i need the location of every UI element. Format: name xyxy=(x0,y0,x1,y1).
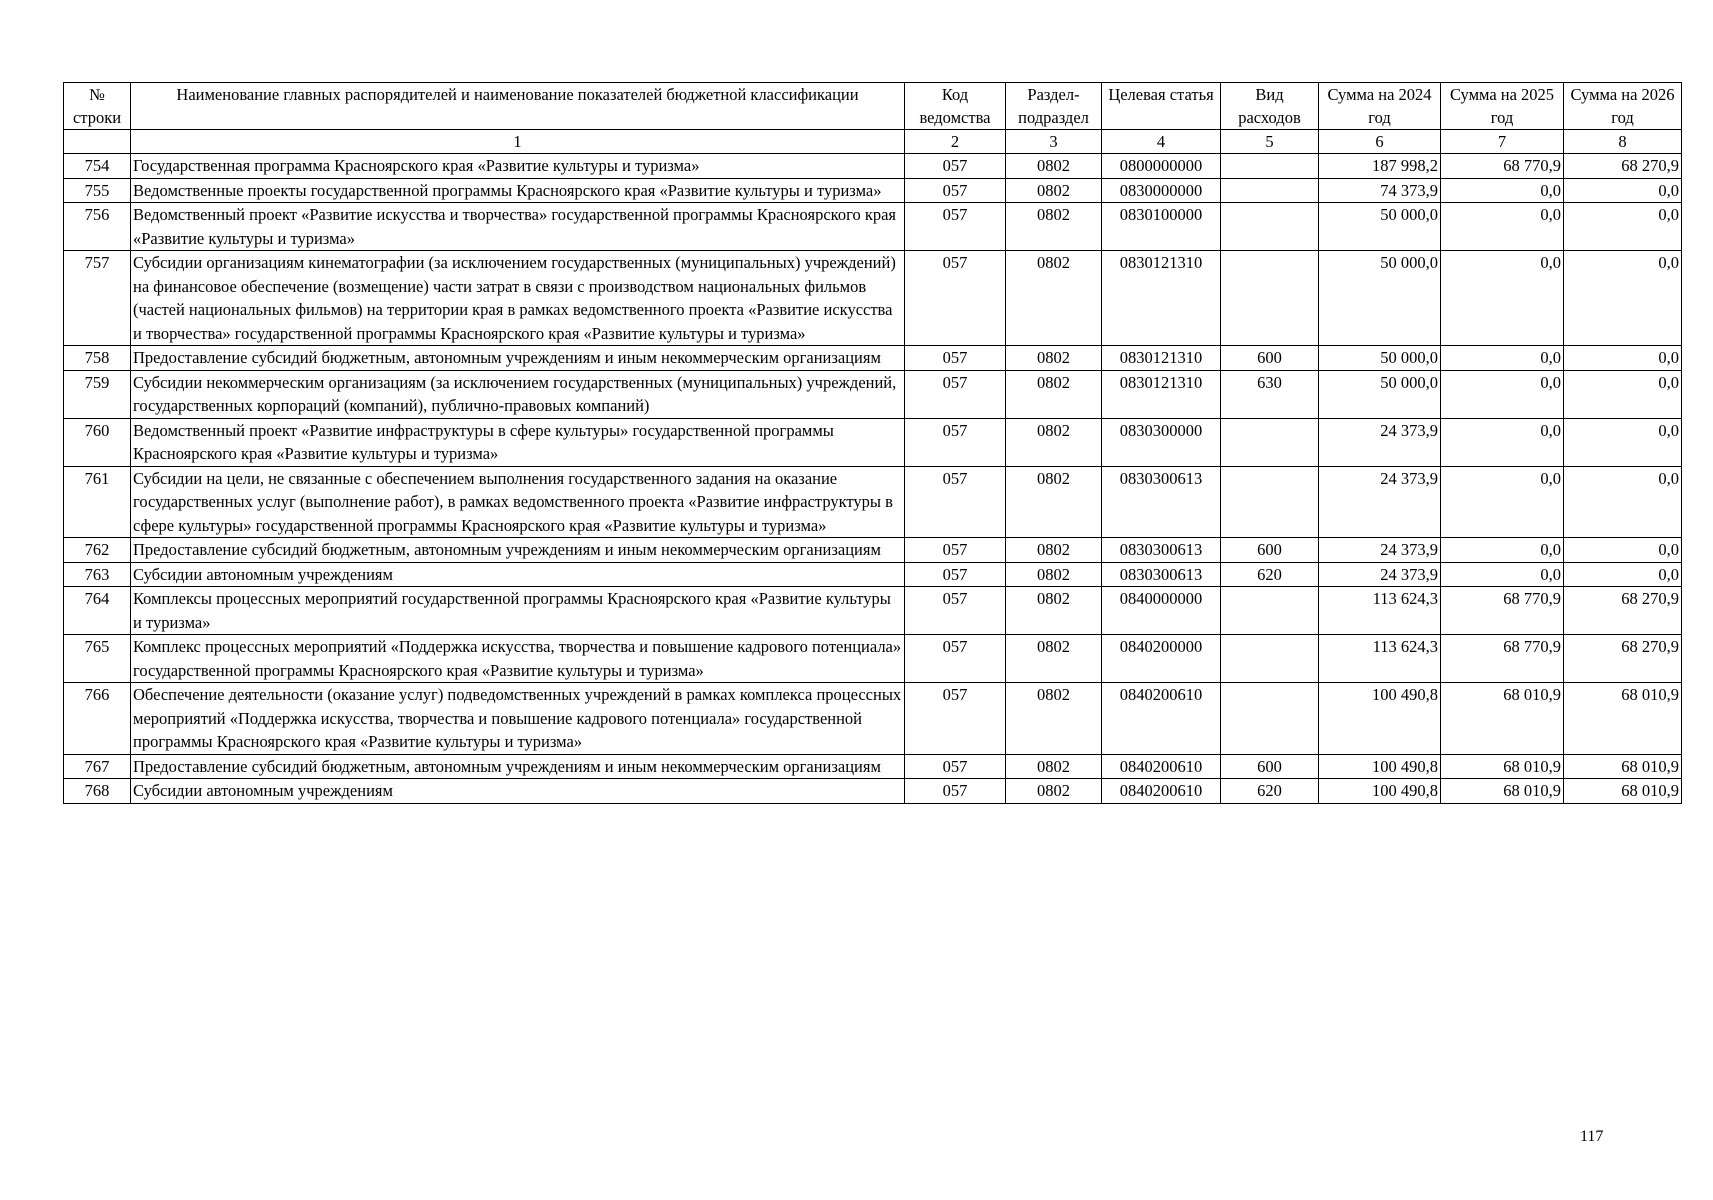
row-sum-2024: 100 490,8 xyxy=(1319,779,1441,804)
row-dept-code: 057 xyxy=(905,635,1006,683)
row-sum-2025: 68 010,9 xyxy=(1441,779,1564,804)
column-number: 1 xyxy=(131,130,905,154)
row-dept-code: 057 xyxy=(905,587,1006,635)
row-sum-2024: 50 000,0 xyxy=(1319,370,1441,418)
row-number: 763 xyxy=(64,562,131,587)
row-dept-code: 057 xyxy=(905,683,1006,755)
row-expense-type xyxy=(1221,466,1319,538)
row-sum-2025: 0,0 xyxy=(1441,562,1564,587)
row-number: 759 xyxy=(64,370,131,418)
row-target: 0830121310 xyxy=(1102,370,1221,418)
row-number: 764 xyxy=(64,587,131,635)
row-sum-2024: 50 000,0 xyxy=(1319,346,1441,371)
header-sum-2024: Сумма на 2024 год xyxy=(1319,83,1441,130)
row-expense-type: 630 xyxy=(1221,370,1319,418)
column-number: 8 xyxy=(1564,130,1682,154)
row-number: 761 xyxy=(64,466,131,538)
row-sum-2024: 24 373,9 xyxy=(1319,538,1441,563)
row-number: 755 xyxy=(64,178,131,203)
row-expense-type xyxy=(1221,154,1319,179)
row-number: 757 xyxy=(64,251,131,346)
table-row xyxy=(64,779,1682,804)
column-number: 5 xyxy=(1221,130,1319,154)
row-dept-code: 057 xyxy=(905,178,1006,203)
row-sum-2026: 68 010,9 xyxy=(1564,779,1682,804)
row-dept-code: 057 xyxy=(905,370,1006,418)
row-number: 766 xyxy=(64,683,131,755)
row-name: Ведомственные проекты государственной программы Красноярского края «Развитие культуры и туризма» xyxy=(131,178,905,203)
row-sum-2025: 68 010,9 xyxy=(1441,683,1564,755)
row-section: 0802 xyxy=(1006,754,1102,779)
row-section: 0802 xyxy=(1006,203,1102,251)
table-row xyxy=(64,346,1682,371)
row-sum-2024: 24 373,9 xyxy=(1319,562,1441,587)
table-row xyxy=(64,587,1682,635)
row-name: Обеспечение деятельности (оказание услуг) подведомственных учреждений в рамках комплекса процессных мероприятий «Поддержка искусства, творчества и повышение кадрового потенциала» государственной программы Красноярского края «Развитие культуры и туризма» xyxy=(131,683,905,755)
row-expense-type xyxy=(1221,587,1319,635)
row-sum-2025: 68 770,9 xyxy=(1441,635,1564,683)
row-sum-2024: 187 998,2 xyxy=(1319,154,1441,179)
row-sum-2026: 0,0 xyxy=(1564,203,1682,251)
table-row xyxy=(64,466,1682,538)
row-dept-code: 057 xyxy=(905,779,1006,804)
row-name: Ведомственный проект «Развитие искусства и творчества» государственной программы Красноярского края «Развитие культуры и туризма» xyxy=(131,203,905,251)
row-number: 768 xyxy=(64,779,131,804)
header-name: Наименование главных распорядителей и наименование показателей бюджетной классификации xyxy=(131,83,905,130)
row-dept-code: 057 xyxy=(905,538,1006,563)
row-target: 0830000000 xyxy=(1102,178,1221,203)
table-row xyxy=(64,370,1682,418)
row-dept-code: 057 xyxy=(905,466,1006,538)
row-sum-2025: 0,0 xyxy=(1441,418,1564,466)
header-section: Раздел-подраздел xyxy=(1006,83,1102,130)
row-name: Комплексы процессных мероприятий государственной программы Красноярского края «Развитие культуры и туризма» xyxy=(131,587,905,635)
table-row xyxy=(64,538,1682,563)
row-sum-2025: 0,0 xyxy=(1441,203,1564,251)
row-sum-2026: 68 270,9 xyxy=(1564,587,1682,635)
column-number: 6 xyxy=(1319,130,1441,154)
row-section: 0802 xyxy=(1006,251,1102,346)
row-expense-type xyxy=(1221,683,1319,755)
row-sum-2025: 0,0 xyxy=(1441,538,1564,563)
row-section: 0802 xyxy=(1006,779,1102,804)
row-sum-2025: 68 770,9 xyxy=(1441,154,1564,179)
page-number: 117 xyxy=(1580,1128,1604,1145)
row-dept-code: 057 xyxy=(905,346,1006,371)
row-dept-code: 057 xyxy=(905,754,1006,779)
row-target: 0830121310 xyxy=(1102,251,1221,346)
row-name: Субсидии автономным учреждениям xyxy=(131,779,905,804)
table-row xyxy=(64,178,1682,203)
row-section: 0802 xyxy=(1006,154,1102,179)
row-target: 0830300000 xyxy=(1102,418,1221,466)
row-dept-code: 057 xyxy=(905,418,1006,466)
row-number: 765 xyxy=(64,635,131,683)
column-number: 3 xyxy=(1006,130,1102,154)
row-section: 0802 xyxy=(1006,683,1102,755)
row-expense-type: 600 xyxy=(1221,346,1319,371)
row-sum-2026: 0,0 xyxy=(1564,370,1682,418)
column-number: 7 xyxy=(1441,130,1564,154)
row-sum-2024: 113 624,3 xyxy=(1319,635,1441,683)
row-sum-2025: 0,0 xyxy=(1441,466,1564,538)
row-target: 0830121310 xyxy=(1102,346,1221,371)
row-expense-type xyxy=(1221,251,1319,346)
row-expense-type xyxy=(1221,635,1319,683)
row-name: Предоставление субсидий бюджетным, автономным учреждениям и иным некоммерческим организациям xyxy=(131,754,905,779)
row-number: 754 xyxy=(64,154,131,179)
header-sum-2026: Сумма на 2026 год xyxy=(1564,83,1682,130)
table-row xyxy=(64,683,1682,755)
row-sum-2026: 68 270,9 xyxy=(1564,154,1682,179)
column-number xyxy=(64,130,131,154)
row-section: 0802 xyxy=(1006,370,1102,418)
table-row xyxy=(64,635,1682,683)
row-sum-2024: 24 373,9 xyxy=(1319,466,1441,538)
header-row xyxy=(64,83,1682,130)
row-section: 0802 xyxy=(1006,466,1102,538)
row-name: Субсидии автономным учреждениям xyxy=(131,562,905,587)
row-target: 0840200000 xyxy=(1102,635,1221,683)
row-target: 0830300613 xyxy=(1102,538,1221,563)
row-sum-2026: 68 010,9 xyxy=(1564,754,1682,779)
row-name: Субсидии на цели, не связанные с обеспечением выполнения государственного задания на оказание государственных услуг (выполнение работ), в рамках ведомственного проекта «Развитие инфраструктуры в сфере культуры» государственной программы Красноярского края «Развитие культуры и туризма» xyxy=(131,466,905,538)
row-number: 762 xyxy=(64,538,131,563)
row-name: Субсидии некоммерческим организациям (за исключением государственных (муниципальных) учреждений, государственных корпораций (компаний), публично-правовых компаний) xyxy=(131,370,905,418)
row-name: Ведомственный проект «Развитие инфраструктуры в сфере культуры» государственной программы Красноярского края «Развитие культуры и туризма» xyxy=(131,418,905,466)
header-sum-2025: Сумма на 2025 год xyxy=(1441,83,1564,130)
row-sum-2026: 0,0 xyxy=(1564,538,1682,563)
row-expense-type: 600 xyxy=(1221,754,1319,779)
row-sum-2025: 0,0 xyxy=(1441,346,1564,371)
row-sum-2024: 100 490,8 xyxy=(1319,754,1441,779)
row-number: 767 xyxy=(64,754,131,779)
row-section: 0802 xyxy=(1006,418,1102,466)
row-name: Комплекс процессных мероприятий «Поддержка искусства, творчества и повышение кадрового потенциала» государственной программы Красноярского края «Развитие культуры и туризма» xyxy=(131,635,905,683)
row-expense-type: 620 xyxy=(1221,779,1319,804)
row-target: 0800000000 xyxy=(1102,154,1221,179)
row-sum-2024: 50 000,0 xyxy=(1319,251,1441,346)
row-target: 0840200610 xyxy=(1102,779,1221,804)
row-expense-type xyxy=(1221,203,1319,251)
row-sum-2026: 68 270,9 xyxy=(1564,635,1682,683)
row-sum-2024: 50 000,0 xyxy=(1319,203,1441,251)
row-sum-2026: 0,0 xyxy=(1564,466,1682,538)
column-number-row xyxy=(64,130,1682,154)
row-sum-2026: 0,0 xyxy=(1564,346,1682,371)
row-dept-code: 057 xyxy=(905,154,1006,179)
row-name: Предоставление субсидий бюджетным, автономным учреждениям и иным некоммерческим организациям xyxy=(131,538,905,563)
row-sum-2025: 0,0 xyxy=(1441,370,1564,418)
row-name: Предоставление субсидий бюджетным, автономным учреждениям и иным некоммерческим организациям xyxy=(131,346,905,371)
row-target: 0840200610 xyxy=(1102,754,1221,779)
row-target: 0830100000 xyxy=(1102,203,1221,251)
table-row xyxy=(64,418,1682,466)
row-sum-2026: 0,0 xyxy=(1564,178,1682,203)
column-number: 2 xyxy=(905,130,1006,154)
row-expense-type: 600 xyxy=(1221,538,1319,563)
row-section: 0802 xyxy=(1006,538,1102,563)
row-target: 0830300613 xyxy=(1102,562,1221,587)
row-target: 0840000000 xyxy=(1102,587,1221,635)
row-number: 760 xyxy=(64,418,131,466)
row-sum-2025: 68 010,9 xyxy=(1441,754,1564,779)
row-sum-2026: 68 010,9 xyxy=(1564,683,1682,755)
row-sum-2024: 74 373,9 xyxy=(1319,178,1441,203)
row-section: 0802 xyxy=(1006,178,1102,203)
column-number: 4 xyxy=(1102,130,1221,154)
row-sum-2024: 113 624,3 xyxy=(1319,587,1441,635)
row-dept-code: 057 xyxy=(905,562,1006,587)
header-target: Целевая статья xyxy=(1102,83,1221,130)
row-sum-2025: 0,0 xyxy=(1441,178,1564,203)
header-expense-type: Вид расходов xyxy=(1221,83,1319,130)
row-expense-type: 620 xyxy=(1221,562,1319,587)
header-dept-code: Код ведомства xyxy=(905,83,1006,130)
row-dept-code: 057 xyxy=(905,251,1006,346)
row-target: 0840200610 xyxy=(1102,683,1221,755)
row-name: Субсидии организациям кинематографии (за исключением государственных (муниципальных) учреждений) на финансовое обеспечение (возмещение) части затрат в связи с производством национальных фильмов (частей национальных фильмов) на территории края в рамках ведомственного проекта «Развитие искусства и творчества» государственной программы Красноярского края «Развитие культуры и туризма» xyxy=(131,251,905,346)
budget-table xyxy=(63,82,1682,804)
row-section: 0802 xyxy=(1006,635,1102,683)
row-number: 756 xyxy=(64,203,131,251)
header-row-no: № строки xyxy=(64,83,131,130)
table-row xyxy=(64,754,1682,779)
row-number: 758 xyxy=(64,346,131,371)
row-sum-2024: 100 490,8 xyxy=(1319,683,1441,755)
row-dept-code: 057 xyxy=(905,203,1006,251)
row-sum-2024: 24 373,9 xyxy=(1319,418,1441,466)
row-target: 0830300613 xyxy=(1102,466,1221,538)
row-section: 0802 xyxy=(1006,587,1102,635)
row-section: 0802 xyxy=(1006,346,1102,371)
table-row xyxy=(64,251,1682,346)
table-row xyxy=(64,203,1682,251)
row-sum-2025: 68 770,9 xyxy=(1441,587,1564,635)
table-row xyxy=(64,562,1682,587)
row-expense-type xyxy=(1221,418,1319,466)
row-sum-2025: 0,0 xyxy=(1441,251,1564,346)
row-sum-2026: 0,0 xyxy=(1564,418,1682,466)
row-sum-2026: 0,0 xyxy=(1564,562,1682,587)
row-expense-type xyxy=(1221,178,1319,203)
row-section: 0802 xyxy=(1006,562,1102,587)
row-name: Государственная программа Красноярского края «Развитие культуры и туризма» xyxy=(131,154,905,179)
row-sum-2026: 0,0 xyxy=(1564,251,1682,346)
table-row xyxy=(64,154,1682,179)
